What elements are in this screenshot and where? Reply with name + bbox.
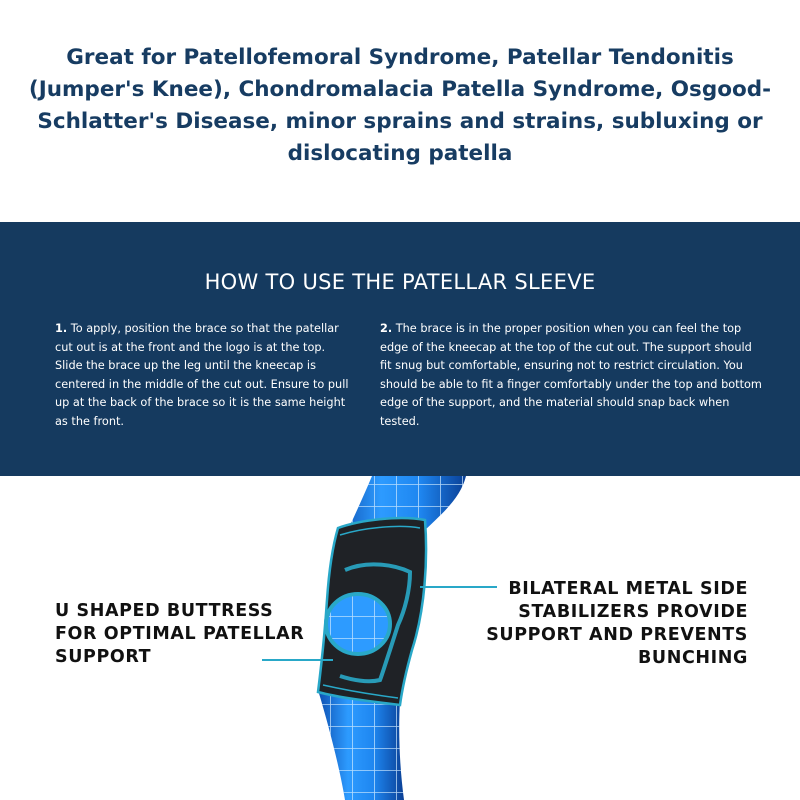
how-to-title: HOW TO USE THE PATELLAR SLEEVE bbox=[204, 270, 596, 294]
step-1-number: 1. bbox=[55, 322, 68, 335]
knee-brace bbox=[318, 518, 426, 705]
step-2-text: The brace is in the proper position when you can feel the top edge of the kneecap at the top of the cut out. The support should fit snug but comfortable, ensuring not to restrict circulation. You should be able to fit a finger comfortably under the top and bottom edge of the support, and the material should snap back when tested. bbox=[380, 322, 762, 428]
headline: Great for Patellofemoral Syndrome, Patellar Tendonitis (Jumper's Knee), Chondromalacia Patella Syndrome, Osgood-Schlatter's Disease, minor sprains and strains, subluxing or dislocating patella bbox=[28, 45, 772, 166]
step-2 bbox=[380, 320, 765, 432]
left-callout: U SHAPED BUTTRESS FOR OPTIMAL PATELLAR SUPPORT bbox=[55, 601, 305, 667]
right-callout: BILATERAL METAL SIDE STABILIZERS PROVIDE SUPPORT AND PREVENTS BUNCHING bbox=[486, 579, 748, 668]
step-2-number: 2. bbox=[380, 322, 393, 335]
step-1-text: To apply, position the brace so that the patellar cut out is at the front and the logo is at the top. Slide the brace up the leg until the kneecap is centered in the middle of the cut out. Ensure to pull up at the back of the brace so it is the same height as the front. bbox=[55, 322, 349, 428]
step-1 bbox=[55, 320, 355, 432]
